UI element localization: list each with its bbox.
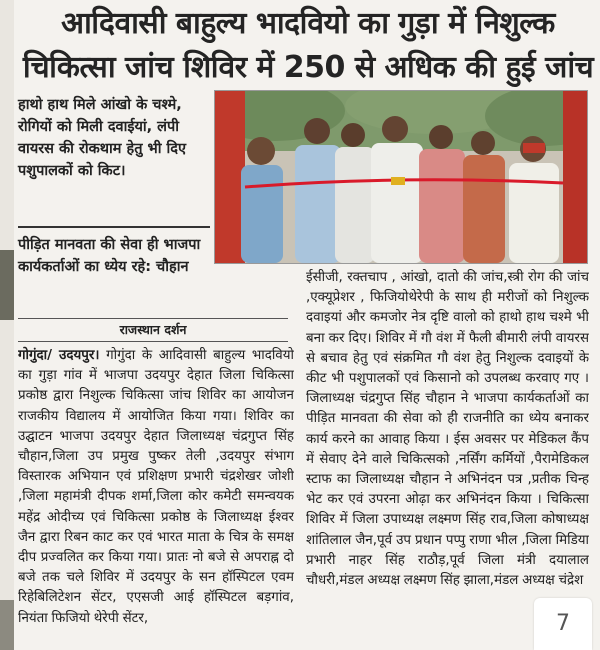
subheading-1: हाथो हाथ मिले आंखो के चश्मे, रोगियों को मिली दवाईयां, लंपी वायरस की रोकथाम हेतु भी दिए पशुपालकों को किट।: [18, 97, 186, 179]
headline-line-1: आदिवासी बाहुल्य भादवियो का गुड़ा में निशुल्क: [61, 6, 555, 41]
article-body-left: [18, 346, 294, 650]
byline: राजस्थान दर्शन: [18, 318, 288, 342]
subheading-2: पीड़ित मानवता की सेवा ही भाजपा कार्यकर्ताओं का ध्येय रहे: चौहान: [18, 226, 210, 278]
adjacent-column-edge: [0, 0, 14, 650]
page-number-badge: 7: [534, 598, 592, 650]
headline-line-2: चिकित्सा जांच शिविर में 250 से अधिक की हुई जांच: [22, 50, 594, 85]
article-body-right: ईसीजी, रक्तचाप , आंखो, दातो की जांच,स्त्री रोग की जांच ,एक्यूप्रेशर , फिजियोथेरेपी के साथ ही मरीजों को निशुल्क दवाइयां और कमजोर नेत्र दृष्टि वालो को हाथो हाथ चश्मे भी बना कर दिए। शिविर में गौ वंश में फैली बीमारी लंपी वायरस से बचाव हेतु एवं संक्रमित गौ वंश हेतु निशुल्क दवाइयों के कीट भी पशुपालकों एवं किसानो को उपलब्ध करवाए गए । जिलाध्यक्ष चंद्रगुप्त सिंह चौहान ने भाजपा कार्यकर्ताओं का पीड़ित मानवता की सेवा को ही राजनीति का ध्येय बनाकर कार्य करने का आवाह किया । ईस अवसर पर मेडिकल कैंप में सेवाए देने वाले चिकित्सको ,नर्सिंग कर्मियों ,पैरामेडिकल स्टाफ का जिलाध्यक्ष चौहान ने अभिनंदन पत्र ,प्रतीक चिन्ह भेट कर एवं उपरना ओढ़ा कर अभिनंदन किया । चिकित्सा शिविर में जिला उपाध्यक्ष लक्ष्मण सिंह राव,जिला कोषाध्यक्ष शांतिलाल जैन,पूर्व उप प्रधान पप्पु राणा भील ,जिला मिडिया प्रभारी नाहर सिंह राठौड़,पूर्व जिला मंत्री दयालाल चौधरी,मंडल अध्यक्ष लक्ष्मण सिंह झाला,मंडल अध्यक्ष चंद्रेश: [306, 270, 589, 589]
body-text-left: गोगुंदा के आदिवासी बाहुल्य भादवियो का गुड़ा गांव में भाजपा उदयपुर देहात जिला चिकित्सा प्रकोष्ठ द्वारा निशुल्क चिकित्सा जांच शिविर का आयोजन राजकीय विद्यालय में आयोजित किया गया। शिविर का उद्घाटन भाजपा उदयपुर देहात जिलाध्यक्ष चंद्रगुप्त सिंह चौहान,जिला उप प्रमुख पुष्कर तेली ,उदयपुर संभाग विस्तारक अभियान एवं प्रशिक्षण प्रभारी चंद्रशेखर जोशी ,जिला महामंत्री दीपक शर्मा,जिला कोर कमेटी समन्वयक महेंद्र ओदीच्य एवं चिकित्सा प्रकोष्ठ के जिलाध्यक्ष ईश्वर जैन द्वारा रिबन काट कर एवं भारत माता के चित्र के समक्ष दीप प्रज्वलित कर किया गया। प्रातः नो बजे से अपराह्न दो बजे तक चले शिविर में उदयपुर के सन हॉस्पिटल एवम रिहेबिलिटेशन सेंटर, एएसजी आई हॉस्पिटल बड़गांव, नियंता फिजियो थेरेपी सेंटर,: [18, 348, 294, 626]
dateline: गोगुंदा/ उदयपुर।: [18, 348, 100, 363]
subheading-box: [18, 94, 210, 278]
article-photo: [214, 90, 588, 264]
adjacent-photo-fragment: [0, 250, 14, 320]
article-headline: [18, 2, 598, 90]
ribbon-cutting-photo: [215, 91, 587, 263]
adjacent-photo-fragment-2: [0, 600, 14, 650]
